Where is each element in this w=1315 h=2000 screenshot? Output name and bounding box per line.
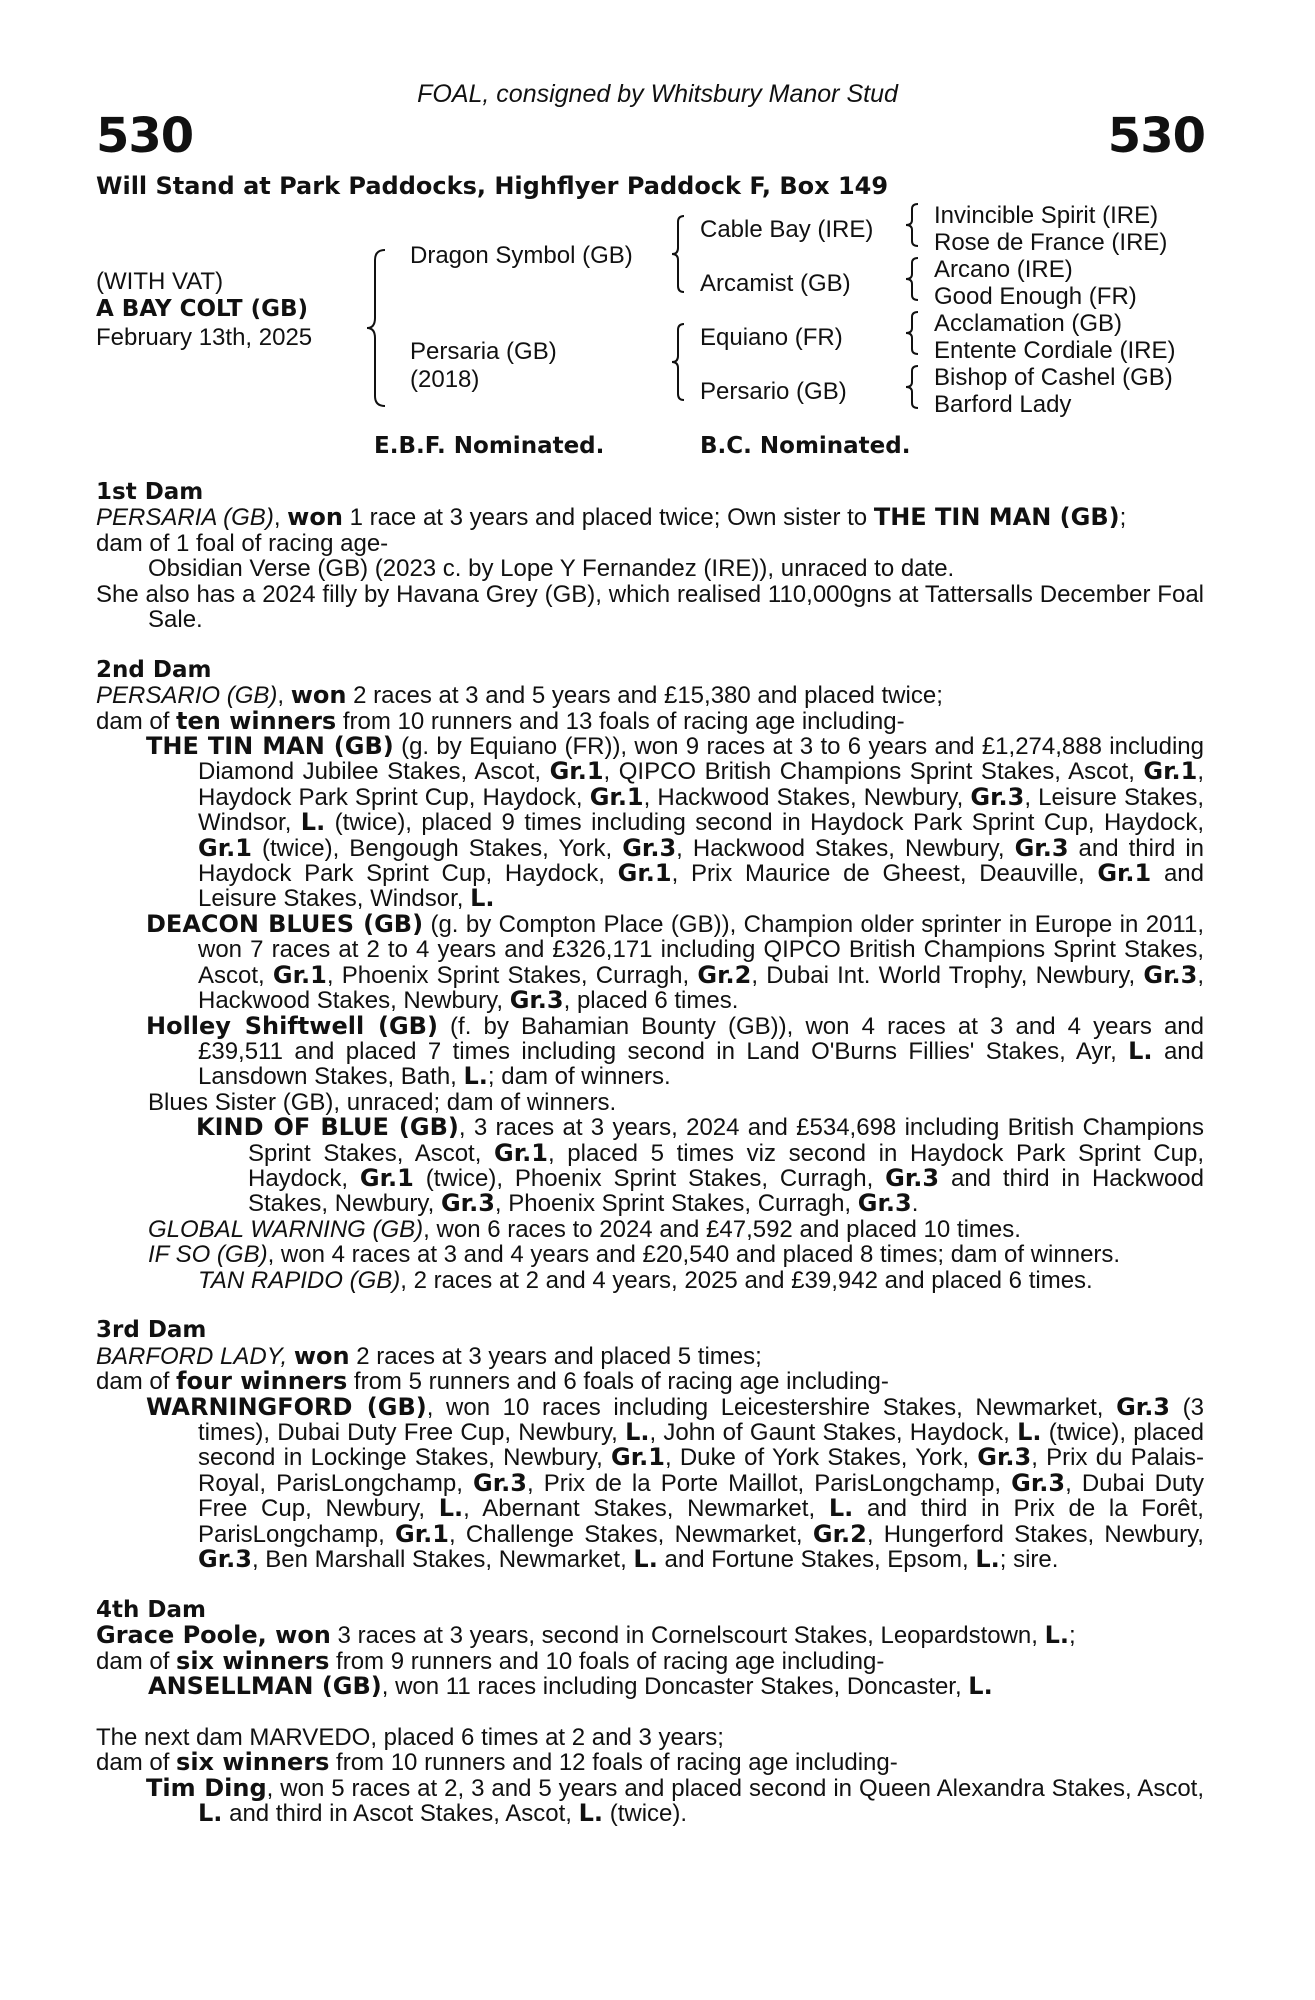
progeny-global-warning: GLOBAL WARNING (GB), won 6 races to 2024 and £47,592 and placed 10 times.	[148, 1215, 1021, 1243]
dam: Persaria (GB)	[410, 338, 557, 365]
ancestor-4: Good Enough (FR)	[934, 283, 1137, 310]
ebf-nomination: E.B.F. Nominated.	[374, 433, 605, 459]
ancestor-1: Invincible Spirit (IRE)	[934, 202, 1159, 229]
grandprogeny-tan-rapido: TAN RAPIDO (GB), 2 races at 2 and 4 years, 2025 and £39,942 and placed 6 times.	[198, 1266, 1093, 1294]
won-label: won	[287, 503, 343, 532]
ancestor-7: Bishop of Cashel (GB)	[934, 364, 1173, 391]
progeny-holley-shiftwell: Holley Shiftwell (GB) (f. by Bahamian Bounty (GB)), won 4 races at 3 and 4 years and £39,511 and placed 7 times including second in Land O'Burns Fillies' Stakes, Ayr, L. and Lansdown Stakes, Bath, L.; dam of winners.	[146, 1011, 1204, 1091]
third-dam-record: BARFORD LADY, won 2 races at 3 years and placed 5 times;	[96, 1341, 762, 1370]
progeny-warningford: WARNINGFORD (GB), won 10 races including Leicestershire Stakes, Newmarket, Gr.3 (3 times), Dubai Duty Free Cup, Newbury, L., John of Gaunt Stakes, Haydock, L. (twice), placed second in Lockinge Stakes, Newbury, Gr.1, Duke of York Stakes, York, Gr.3, Prix du Palais-Royal, ParisLongchamp, Gr.3, Prix de la Porte Maillot, ParisLongchamp, Gr.3, Dubai Duty Free Cup, Newbury, L., Abernant Stakes, Newmarket, L. and third in Prix de la Forêt, ParisLongchamp, Gr.1, Challenge Stakes, Newmarket, Gr.2, Hungerford Stakes, Newbury, Gr.3, Ben Marshall Stakes, Newmarket, L. and Fortune Stakes, Epsom, L.; sire.	[146, 1392, 1204, 1574]
first-dam-produce: dam of 1 foal of racing age-	[96, 529, 389, 557]
consignor-line: FOAL, consigned by Whitsbury Manor Stud	[417, 80, 898, 108]
fourth-dam-section	[96, 1598, 1204, 1700]
third-dam-section	[96, 1318, 1204, 1572]
dam-sire: Equiano (FR)	[700, 324, 843, 351]
sire: Dragon Symbol (GB)	[410, 242, 633, 269]
catalogue-body	[96, 480, 1204, 1826]
stand-location: Will Stand at Park Paddocks, Highflyer Paddock F, Box 149	[96, 172, 889, 200]
pedigree-brace	[365, 248, 389, 408]
ancestor-6: Entente Cordiale (IRE)	[934, 337, 1176, 364]
ancestor-8: Barford Lady	[934, 391, 1072, 418]
horse-name: A BAY COLT (GB)	[96, 296, 309, 322]
g3-brace-4	[904, 364, 920, 410]
sister-name: THE TIN MAN (GB)	[873, 503, 1120, 532]
foaling-date: February 13th, 2025	[96, 324, 313, 351]
dam-brace	[670, 322, 686, 402]
second-dam-section	[96, 658, 1204, 1293]
progeny-blues-sister: Blues Sister (GB), unraced; dam of winners.	[148, 1088, 617, 1116]
first-dam-heading: 1st Dam	[96, 479, 204, 505]
dam-dam: Persario (GB)	[700, 378, 847, 405]
vat-note: (WITH VAT)	[96, 268, 224, 295]
second-dam-heading: 2nd Dam	[96, 656, 212, 683]
ancestor-3: Arcano (IRE)	[934, 256, 1073, 283]
next-dam-record: The next dam MARVEDO, placed 6 times at 2 and 3 years;	[96, 1723, 724, 1751]
progeny-the-tin-man: THE TIN MAN (GB) (g. by Equiano (FR)), won 9 races at 3 to 6 years and £1,274,888 including Diamond Jubilee Stakes, Ascot, Gr.1, QIPCO British Champions Sprint Stakes, Ascot, Gr.1, Haydock Park Sprint Cup, Haydock, Gr.1, Hackwood Stakes, Newbury, Gr.3, Leisure Stakes, Windsor, L. (twice), placed 9 times including second in Haydock Park Sprint Cup, Haydock, Gr.1 (twice), Bengough Stakes, York, Gr.3, Hackwood Stakes, Newbury, Gr.3 and third in Haydock Park Sprint Cup, Haydock, Gr.1, Prix Maurice de Gheest, Deauville, Gr.1 and Leisure Stakes, Windsor, L.	[146, 732, 1205, 913]
fourth-dam-produce: dam of six winners from 9 runners and 10 foals of racing age including-	[96, 1646, 885, 1675]
g3-brace-3	[904, 310, 920, 356]
fourth-dam-record: Grace Poole, won 3 races at 3 years, second in Cornelscourt Stakes, Leopardstown, L.;	[96, 1621, 1076, 1650]
sire-dam: Arcamist (GB)	[700, 270, 851, 297]
foal-entry: Obsidian Verse (GB) (2023 c. by Lope Y Fernandez (IRE)), unraced to date.	[148, 555, 955, 583]
g3-brace-2	[904, 256, 920, 302]
lot-number-right: 530	[1107, 108, 1205, 164]
progeny-ansellman: ANSELLMAN (GB), won 11 races including Doncaster Stakes, Doncaster, L.	[148, 1672, 993, 1701]
third-dam-heading: 3rd Dam	[96, 1317, 207, 1344]
next-dam-produce: dam of six winners from 10 runners and 12 foals of racing age including-	[96, 1748, 898, 1777]
second-dam-produce: dam of ten winners from 10 runners and 13 foals of racing age including-	[96, 706, 905, 735]
first-dam-name: PERSARIA (GB)	[96, 504, 274, 532]
g3-brace-1	[904, 202, 920, 248]
grandprogeny-kind-of-blue: KIND OF BLUE (GB), 3 races at 3 years, 2024 and £534,698 including British Champions Sprint Stakes, Ascot, Gr.1, placed 5 times viz second in Haydock Park Sprint Cup, Haydock, Gr.1 (twice), Phoenix Sprint Stakes, Curragh, Gr.3 and third in Hackwood Stakes, Newbury, Gr.3, Phoenix Sprint Stakes, Curragh, Gr.3.	[196, 1113, 1205, 1218]
first-dam-record: PERSARIA (GB), won 1 race at 3 years and placed twice; Own sister to THE TIN MAN (GB);	[96, 503, 1127, 532]
also-note: She also has a 2024 filly by Havana Grey (GB), which realised 110,000gns at Tattersalls December Foal Sale.	[96, 580, 1204, 634]
ancestor-5: Acclamation (GB)	[934, 310, 1123, 337]
second-dam-record: PERSARIO (GB), won 2 races at 3 and 5 years and £15,380 and placed twice;	[96, 681, 943, 710]
first-dam-section	[96, 480, 1204, 632]
ancestor-2: Rose de France (IRE)	[934, 229, 1168, 256]
third-dam-produce: dam of four winners from 5 runners and 6 foals of racing age including-	[96, 1367, 889, 1396]
progeny-deacon-blues: DEACON BLUES (GB) (g. by Compton Place (GB)), Champion older sprinter in Europe in 2011, won 7 races at 2 to 4 years and £326,171 including QIPCO British Champions Sprint Stakes, Ascot, Gr.1, Phoenix Sprint Stakes, Curragh, Gr.2, Dubai Int. World Trophy, Newbury, Gr.3, Hackwood Stakes, Newbury, Gr.3, placed 6 times.	[146, 909, 1204, 1015]
sire-sire: Cable Bay (IRE)	[700, 216, 874, 243]
sire-brace	[670, 214, 686, 294]
progeny-tim-ding: Tim Ding, won 5 races at 2, 3 and 5 years and placed second in Queen Alexandra Stakes, Ascot, L. and third in Ascot Stakes, Ascot, L. (twice).	[146, 1773, 1204, 1828]
fourth-dam-heading: 4th Dam	[96, 1596, 206, 1623]
next-dam-section	[96, 1725, 1204, 1827]
bc-nomination: B.C. Nominated.	[700, 433, 911, 459]
lot-number-left: 530	[96, 108, 194, 164]
progeny-if-so: IF SO (GB), won 4 races at 3 and 4 years and £20,540 and placed 8 times; dam of winners.	[148, 1241, 1121, 1269]
dam-year: (2018)	[410, 366, 480, 393]
